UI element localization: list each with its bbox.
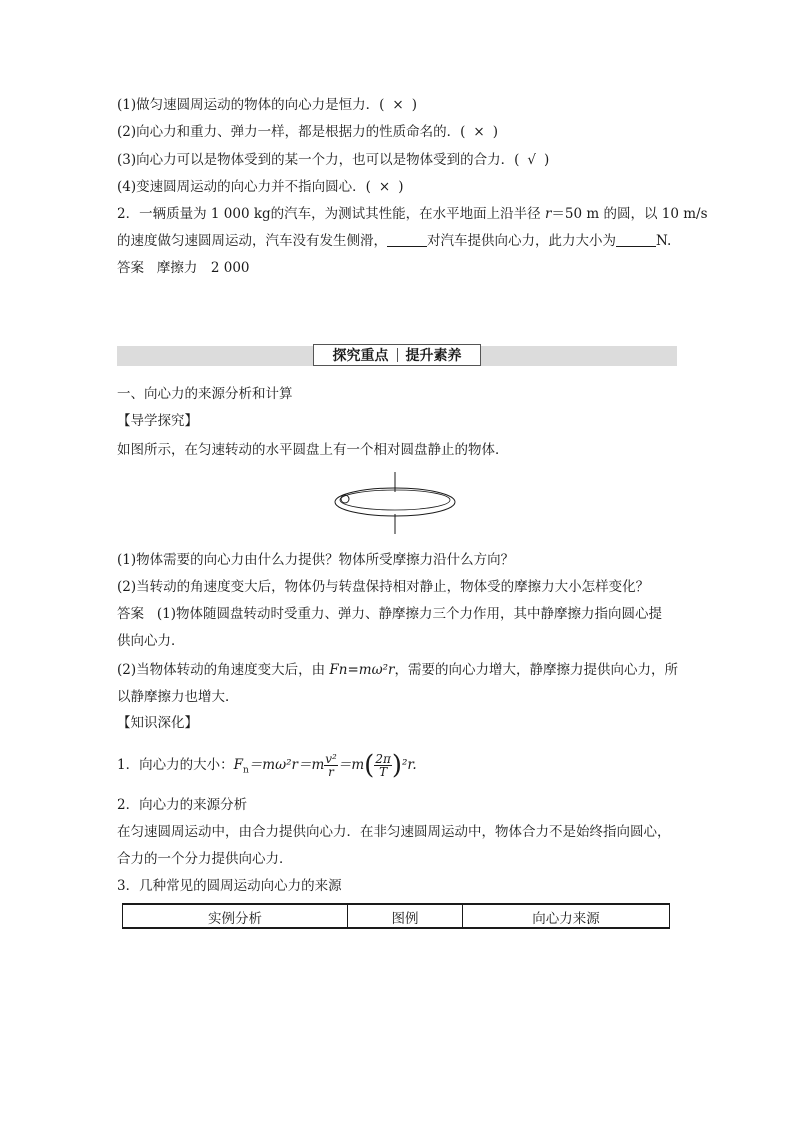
answer-2-line2: 以静摩擦力也增大．: [117, 689, 239, 705]
guide-tag: 【导学探究】: [117, 413, 198, 429]
q2-text: ＝50 m 的圆，以 10 m/s: [551, 206, 708, 222]
paren-close: ): [411, 97, 417, 113]
judgment-text: (3)向心力可以是物体受到的某一个力，也可以是物体受到的合力．(: [117, 152, 520, 168]
answer-text: (1)物体随圆盘转动时受重力、弹力、静摩擦力三个力作用，其中静摩擦力指向圆心提: [156, 606, 662, 622]
frac-num: 2π: [375, 752, 391, 766]
rotating-disc-figure: [330, 470, 460, 536]
deepen-tag: 【知识深化】: [117, 715, 198, 731]
section-banner: [313, 344, 481, 366]
fill-blank[interactable]: [616, 232, 656, 247]
frac-num: v²: [325, 752, 337, 766]
judgment-mark: ×: [392, 97, 404, 113]
judgment-4: [117, 177, 403, 197]
item2-line1: 在匀速圆周运动中，由合力提供向心力．在非匀速圆周运动中，物体合力不是始终指向圆心，: [117, 824, 671, 840]
formula-sub: n: [242, 765, 249, 776]
item3-label: 3．几种常见的圆周运动向心力的来源: [117, 878, 342, 894]
q2-answer: [117, 258, 250, 278]
section-heading: 一、向心力的来源分析和计算: [117, 386, 293, 402]
judgment-mark: √: [527, 152, 536, 168]
table-header-cell: 向心力来源: [532, 911, 600, 927]
answer-2-line1: [117, 660, 678, 680]
disc-inner: [340, 490, 450, 510]
judgment-1: [117, 95, 417, 115]
formula-part: ＝m: [337, 757, 365, 773]
table-header-cell: 图例: [348, 905, 463, 927]
question-1: (1)物体需要的向心力由什么力提供？物体所受摩擦力沿什么方向？: [117, 552, 515, 568]
fill-blank[interactable]: [387, 232, 427, 247]
q2-line2: [117, 231, 671, 251]
paren-close: ): [544, 152, 550, 168]
banner-right: 提升素养: [405, 348, 462, 364]
answer-label: 答案: [117, 260, 144, 276]
judgment-mark: ×: [473, 124, 485, 140]
answer-label: 答案: [117, 606, 144, 622]
answer-text: (2)当物体转动的角速度变大后，由: [117, 662, 330, 678]
paren-right: ): [391, 750, 402, 781]
judgment-text: (1)做匀速圆周运动的物体的向心力是恒力．(: [117, 97, 385, 113]
answer-1-line2: 供向心力．: [117, 633, 185, 649]
judgment-mark: ×: [378, 179, 391, 195]
table-header-cell: 实例分析: [123, 905, 348, 927]
paren-left: (: [364, 750, 375, 781]
item-label: 1．向心力的大小：: [117, 757, 234, 773]
force-formula-line: [117, 750, 417, 786]
fraction-v2-r: [324, 753, 338, 778]
judgment-text: (2)向心力和重力、弹力一样，都是根据力的性质命名的．(: [117, 124, 466, 140]
disc-outer: [335, 488, 455, 516]
judgment-3: [117, 150, 549, 170]
judgment-2: [117, 122, 498, 142]
formula-part: ＝mω²r＝m: [248, 757, 325, 773]
formula-tail: ²r.: [402, 757, 417, 773]
intro-text: 如图所示，在匀速转动的水平圆盘上有一个相对圆盘静止的物体．: [117, 442, 509, 458]
q2-text: 对汽车提供向心力，此力大小为: [427, 233, 616, 249]
banner-left: 探究重点: [332, 348, 389, 364]
paren-close: ): [492, 124, 498, 140]
answer-1-line1: [117, 604, 662, 624]
q2-var-r: r: [544, 206, 552, 222]
answer-text: 摩擦力 2 000: [156, 260, 250, 276]
formula-F: F: [233, 757, 243, 773]
frac-den: r: [328, 765, 334, 779]
item2-label: 2．向心力的来源分析: [117, 797, 248, 813]
q2-text: N.: [656, 233, 672, 249]
paren-close: ): [398, 179, 404, 195]
object-on-disc: [341, 495, 349, 503]
force-source-table: [122, 903, 670, 929]
judgment-text: (4)变速圆周运动的向心力并不指向圆心．(: [117, 179, 371, 195]
answer-formula: Fn=mω²r: [329, 662, 395, 678]
banner-divider: [397, 348, 398, 362]
frac-den: T: [379, 765, 388, 779]
question-2: (2)当转动的角速度变大后，物体仍与转盘保持相对静止，物体受的摩擦力大小怎样变化？: [117, 579, 650, 595]
q2-text: 的速度做匀速圆周运动，汽车没有发生侧滑，: [117, 233, 387, 249]
answer-text: ，需要的向心力增大，静摩擦力提供向心力，所: [394, 662, 678, 678]
q2-line1: [117, 204, 708, 224]
item2-line2: 合力的一个分力提供向心力．: [117, 851, 293, 867]
fraction-2pi-T: [374, 753, 392, 778]
q2-text: 2．一辆质量为 1 000 kg的汽车，为测试其性能，在水平地面上沿半径: [117, 206, 545, 222]
